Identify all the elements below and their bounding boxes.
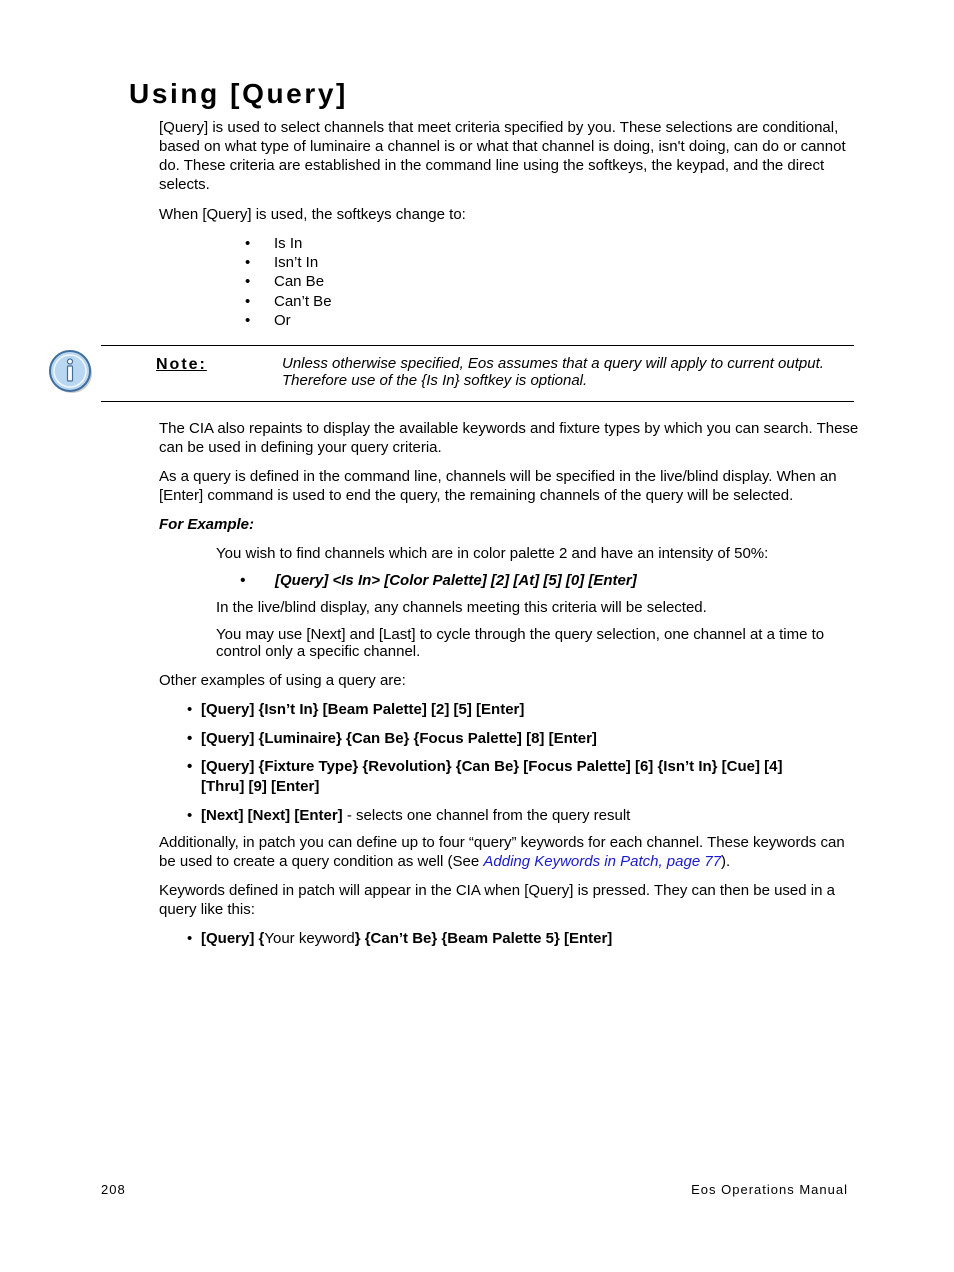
list-item: • Is In — [245, 235, 303, 252]
list-item: • Can’t Be — [245, 292, 332, 310]
example-next: You may use [Next] and [Last] to cycle through the query selection, one channel at a time to control only a specific channel. — [216, 626, 825, 660]
adding-keywords-link[interactable]: Adding Keywords in Patch, page 77 — [483, 853, 722, 870]
softkey-list — [245, 234, 332, 330]
note-top-rule — [101, 345, 854, 346]
example-result: In the live/blind display, any channels meeting this criteria will be selected. — [216, 599, 707, 616]
list-item: • Can Be — [245, 273, 325, 291]
patch-paragraph: Additionally, in patch you can define up to four “query” keywords for each channel. These keywords can be used to create a query condition as well (See Adding Keywords in Patch, page 77). — [159, 834, 845, 870]
page-title: Using [Query] — [129, 78, 348, 109]
example-heading: For Example: — [159, 516, 255, 533]
example-command: • [Query] <Is In> [Color Palette] [2] [At] [5] [0] [Enter] — [240, 572, 637, 589]
list-item: • [Query] {Luminaire} {Can Be} {Focus Palette] [8] [Enter] — [187, 730, 597, 747]
manual-title: Eos Operations Manual — [691, 1182, 848, 1197]
list-item: • [Query] {Your keyword} {Can’t Be} {Beam Palette 5} [Enter] — [187, 930, 613, 947]
example-intro: You wish to find channels which are in color palette 2 and have an intensity of 50%: — [216, 545, 769, 562]
softkeys-intro: When [Query] is used, the softkeys change to: — [159, 206, 466, 223]
note-label: Note: — [156, 356, 207, 373]
other-examples-intro: Other examples of using a query are: — [159, 672, 406, 689]
keywords-paragraph: Keywords defined in patch will appear in the CIA when [Query] is pressed. They can then be used in a query like this: — [159, 882, 835, 918]
intro-paragraph: [Query] is used to select channels that meet criteria specified by you. These selections are conditional, based on what type of luminaire a channel is or what that channel is doing, isn't doing, can do or cannot do. These criteria are established in the command line using the softkeys, the keypad, and the direct selects. — [159, 119, 846, 193]
note-text: Unless otherwise specified, Eos assumes that a query will apply to current output. Therefore use of the {Is In} softkey is optional. — [282, 355, 824, 389]
list-item: • [Query] {Isn’t In} [Beam Palette] [2] [5] [Enter] — [187, 701, 525, 718]
page-number: 208 — [101, 1182, 126, 1197]
info-icon — [47, 347, 95, 395]
query-paragraph: As a query is defined in the command line, channels will be specified in the live/blind display. When an [Enter] command is used to end the query, the remaining channels of the query will be selected. — [159, 468, 837, 504]
list-item: • Or — [245, 311, 291, 329]
list-item: • Isn’t In — [245, 254, 319, 272]
cia-paragraph: The CIA also repaints to display the available keywords and fixture types by which you can search. These can be used in defining your query criteria. — [159, 420, 859, 456]
note-bottom-rule — [101, 401, 854, 402]
list-item: • [Next] [Next] [Enter] - selects one channel from the query result — [187, 807, 631, 824]
list-item: • [Query] {Fixture Type} {Revolution} {Can Be} [Focus Palette] [6] {Isn’t In} [Cue] [4] [Thru] [9] [Enter] — [187, 758, 783, 795]
